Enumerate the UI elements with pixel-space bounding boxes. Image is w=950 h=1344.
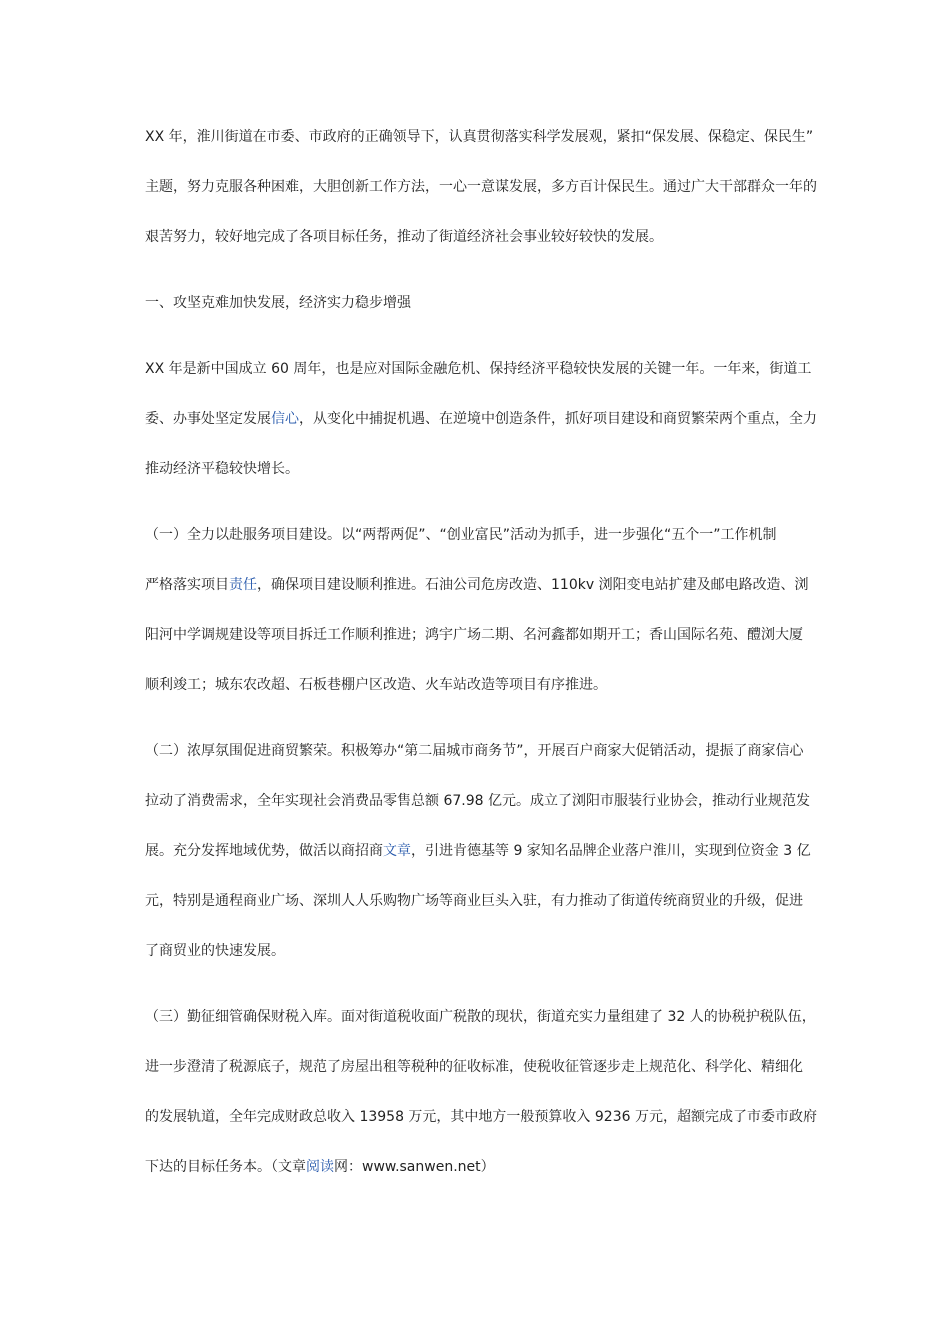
para-2-line-2 bbox=[145, 575, 809, 595]
para-4-line-4 bbox=[145, 1157, 495, 1177]
para-3-line-3-text-a: 展。充分发挥地域优势，做活以商招商 bbox=[145, 843, 383, 859]
para-2-line-2-text-b: ，确保项目建设顺利推进。石油公司危房改造、110kv 浏阳变电站扩建及邮电路改造、浏 bbox=[257, 577, 809, 593]
para-2-line-1: （一）全力以赴服务项目建设。以“两帮两促”、“创业富民”活动为抓手，进一步强化“五个一”工作机制 bbox=[145, 527, 777, 543]
para-1-line-3: 推动经济平稳较快增长。 bbox=[145, 461, 299, 477]
intro-line-3: 艰苦努力，较好地完成了各项目标任务，推动了街道经济社会事业较好较快的发展。 bbox=[145, 229, 663, 245]
intro-line-2: 主题，努力克服各种困难，大胆创新工作方法，一心一意谋发展，多方百计保民生。通过广大干部群众一年的 bbox=[145, 179, 817, 195]
para-4-line-1: （三）勤征细管确保财税入库。面对街道税收面广税散的现状，街道充实力量组建了 32 人的协税护税队伍， bbox=[145, 1009, 816, 1025]
para-3-line-3 bbox=[145, 841, 811, 861]
para-3-line-1: （二）浓厚氛围促进商贸繁荣。积极筹办“第二届城市商务节”，开展百户商家大促销活动，提振了商家信心 bbox=[145, 743, 804, 759]
link-xinxin[interactable]: 信心 bbox=[271, 411, 299, 427]
link-wenzhang[interactable]: 文章 bbox=[383, 843, 411, 859]
para-1-line-2-text-b: ，从变化中捕捉机遇、在逆境中创造条件，抓好项目建设和商贸繁荣两个重点，全力 bbox=[299, 411, 817, 427]
para-1-line-2 bbox=[145, 409, 817, 429]
para-1-line-1: XX 年是新中国成立 60 周年，也是应对国际金融危机、保持经济平稳较快发展的关键一年。一年来，街道工 bbox=[145, 361, 812, 377]
intro-line-1: XX 年，淮川街道在市委、市政府的正确领导下，认真贯彻落实科学发展观，紧扣“保发展、保稳定、保民生” bbox=[145, 129, 814, 145]
para-1-line-2-text-a: 委、办事处坚定发展 bbox=[145, 411, 271, 427]
para-2-line-3: 阳河中学调规建设等项目拆迁工作顺利推进；鸿宇广场二期、名河鑫都如期开工；香山国际名苑、醴浏大厦 bbox=[145, 627, 803, 643]
para-3-line-3-text-b: ，引进肯德基等 9 家知名品牌企业落户淮川，实现到位资金 3 亿 bbox=[411, 843, 811, 859]
para-3-line-4: 元，特别是通程商业广场、深圳人人乐购物广场等商业巨头入驻，有力推动了街道传统商贸业的升级，促进 bbox=[145, 893, 803, 909]
link-zeren[interactable]: 责任 bbox=[229, 577, 257, 593]
para-4-line-4-text-a: 下达的目标任务本。（文章 bbox=[145, 1159, 306, 1175]
para-2-line-2-text-a: 严格落实项目 bbox=[145, 577, 229, 593]
para-4-line-4-text-b: 网：www.sanwen.net） bbox=[334, 1159, 495, 1175]
para-3-line-5: 了商贸业的快速发展。 bbox=[145, 943, 285, 959]
section-heading: 一、攻坚克难加快发展，经济实力稳步增强 bbox=[145, 295, 411, 311]
link-yuedu[interactable]: 阅读 bbox=[306, 1159, 334, 1175]
para-3-line-2: 拉动了消费需求，全年实现社会消费品零售总额 67.98 亿元。成立了浏阳市服装行业协会，推动行业规范发 bbox=[145, 793, 810, 809]
para-2-line-4: 顺利竣工；城东农改超、石板巷棚户区改造、火车站改造等项目有序推进。 bbox=[145, 677, 607, 693]
para-4-line-2: 进一步澄清了税源底子，规范了房屋出租等税种的征收标准，使税收征管逐步走上规范化、科学化、精细化 bbox=[145, 1059, 803, 1075]
para-4-line-3: 的发展轨道，全年完成财政总收入 13958 万元，其中地方一般预算收入 9236 万元，超额完成了市委市政府 bbox=[145, 1109, 817, 1125]
